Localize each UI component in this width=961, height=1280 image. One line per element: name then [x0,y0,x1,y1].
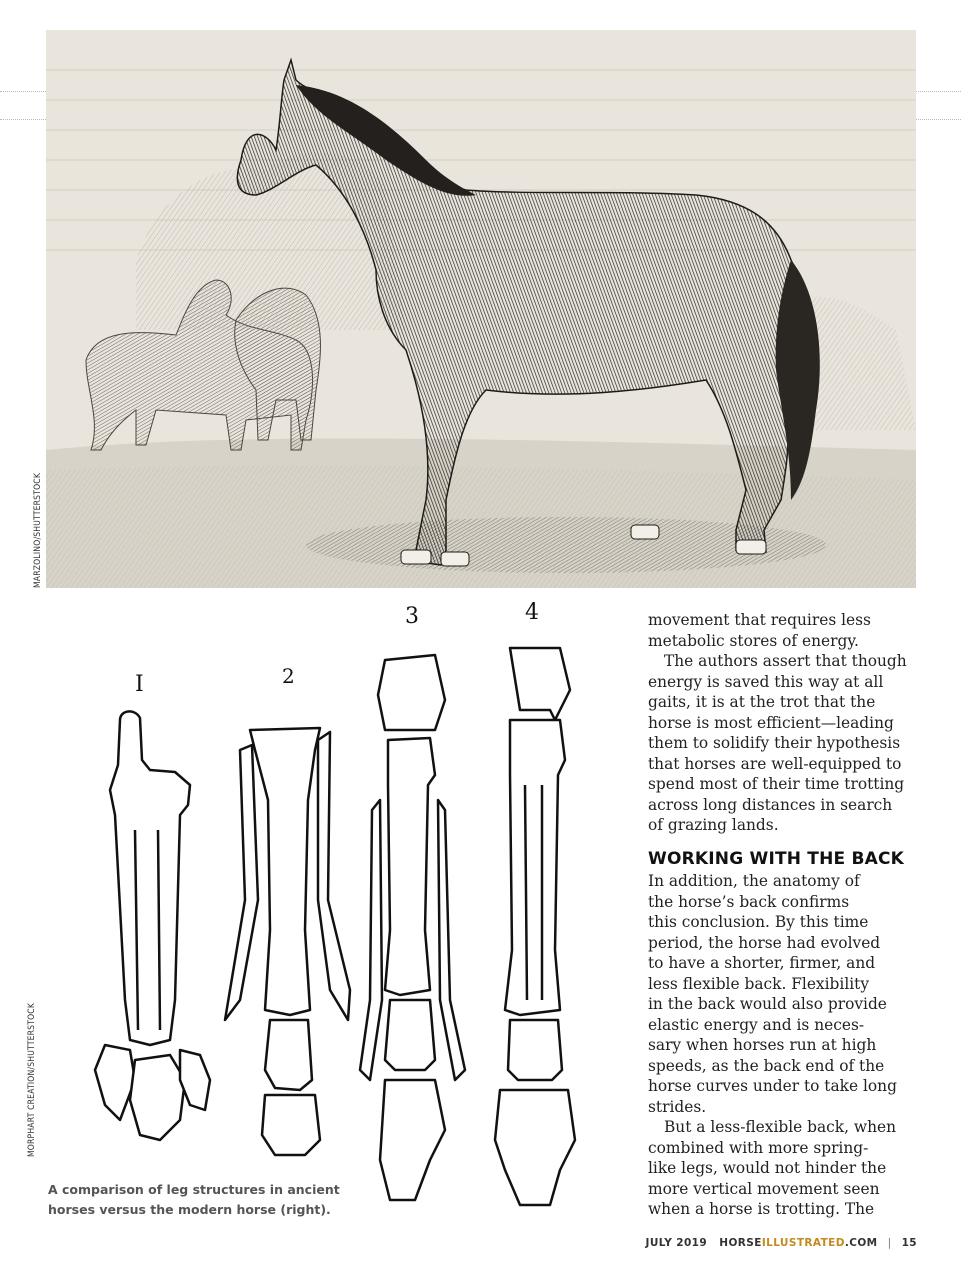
text-line: across long distances in search [648,795,893,814]
text-line: that horses are well-equipped to [648,754,902,773]
text-line: more vertical movement seen [648,1179,880,1198]
paragraph [648,651,920,836]
text-line: this conclusion. By this time [648,913,869,931]
paragraph-continuation [648,610,920,651]
footer-separator: | [887,1237,892,1249]
text-line: horse is most efficient—leading [648,713,894,732]
site-name-accent: ILLUSTRATED [761,1237,845,1249]
bone-label-3: 3 [405,604,419,629]
site-name-part: HORSE [719,1237,762,1249]
text-line: less flexible back. Flexibility [648,974,870,993]
bone-label-1: I [135,672,144,697]
text-line: elastic energy and is neces- [648,1015,865,1034]
text-line: strides. [648,1097,707,1116]
bones-drawing [80,600,620,1230]
text-line: gaits, it is at the trot that the [648,693,876,711]
caption-line: horses versus the modern horse (right). [48,1202,331,1217]
text-line: of grazing lands. [648,816,779,834]
dotted-rule [0,119,46,120]
text-line: metabolic stores of energy. [648,631,859,650]
text-line: the horse’s back confirms [648,892,850,911]
text-line: spend most of their time trotting [648,775,905,793]
dotted-rule [0,91,46,92]
illustration-credit: MORPHART CREATION/SHUTTERSTOCK [27,1002,37,1157]
leg-bones-illustration [80,600,620,1230]
dotted-rule [916,91,961,92]
bone-label-4: 4 [525,600,539,625]
text-line: speeds, as the back end of the [648,1056,885,1075]
horse-engraving-image [46,30,916,588]
figure-caption [48,1180,368,1220]
text-line: The authors assert that though [664,652,907,670]
bone-label-2: 2 [282,664,295,688]
text-line: combined with more spring- [648,1138,869,1157]
article-body [648,610,920,1220]
paragraph [648,1117,920,1220]
text-line: like legs, would not hinder the [648,1159,887,1177]
text-line: to have a shorter, firmer, and [648,954,876,972]
dotted-rule [916,119,961,120]
issue-date: JULY 2019 [645,1237,708,1249]
text-line: But a less-flexible back, when [664,1118,897,1136]
paragraph [648,871,920,1117]
text-line: movement that requires less [648,611,871,629]
text-line: period, the horse had evolved [648,933,881,952]
text-line: in the back would also provide [648,995,887,1013]
caption-line: A comparison of leg structures in ancient [48,1182,340,1197]
page-number: 15 [901,1237,917,1249]
section-heading: WORKING WITH THE BACK [648,848,905,869]
text-line: horse curves under to take long [648,1077,897,1095]
text-line: when a horse is trotting. The [648,1200,875,1218]
page-footer [646,1237,917,1249]
text-line: In addition, the anatomy of [648,872,860,890]
photo-credit: MARZOLINO/SHUTTERSTOCK [33,472,43,588]
text-line: energy is saved this way at all [648,672,884,691]
site-name-part: .COM [844,1237,878,1249]
text-line: them to solidify their hypothesis [648,734,901,752]
text-line: sary when horses run at high [648,1036,877,1054]
